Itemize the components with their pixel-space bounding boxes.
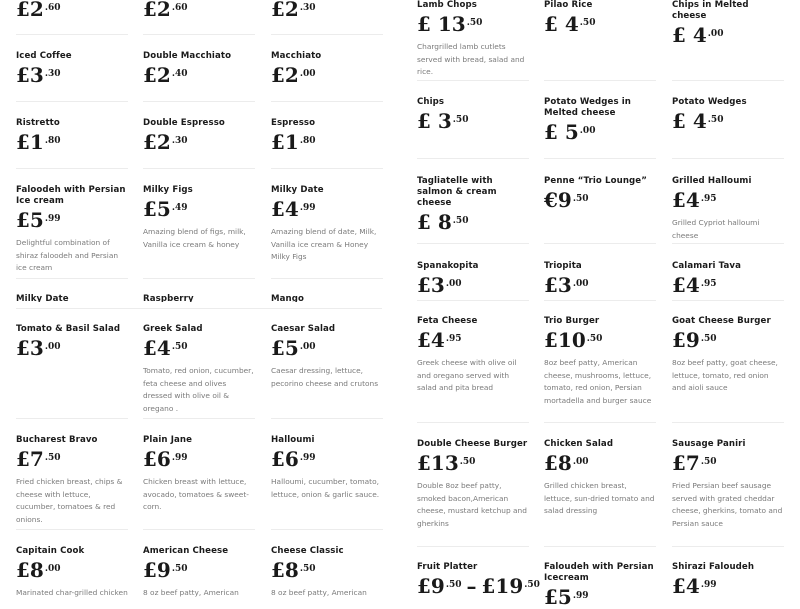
item-price: $£4^{.95}$ xyxy=(672,188,717,212)
item-price: $£4^{.95}$ xyxy=(417,328,462,352)
divider xyxy=(143,34,255,35)
menu-item[interactable] xyxy=(544,261,656,296)
item-price: $£4^{.99}$ xyxy=(271,197,316,221)
item-price: £ $8^{.50}$ xyxy=(417,210,469,234)
menu-item[interactable] xyxy=(143,0,255,20)
menu-item[interactable] xyxy=(544,439,656,518)
divider xyxy=(16,101,128,102)
item-name: Chips in Melted cheese xyxy=(672,0,749,21)
item-description: Halloumi, cucumber, tomato, lettuce, onion & garlic sauce. xyxy=(271,477,380,499)
divider xyxy=(417,243,529,244)
item-name: Milky Date xyxy=(271,185,324,195)
item-price: $£1^{.80}$ xyxy=(271,130,316,154)
item-name: Ristretto xyxy=(16,118,60,128)
item-description: Fried Persian beef sausage served with grated cheddar cheese, gherkins, tomato and Persian sauce xyxy=(672,481,783,528)
item-price: £ $13^{.50}$ xyxy=(417,12,483,36)
item-price: $£5^{.99}$ xyxy=(16,208,61,232)
item-name: Potato Wedges in Melted cheese xyxy=(544,97,632,118)
menu-item[interactable] xyxy=(544,176,656,211)
item-name: Penne “Trio Lounge” xyxy=(544,176,647,186)
item-price: $£5^{.99}$ xyxy=(544,585,589,609)
divider xyxy=(16,418,128,419)
menu-item[interactable] xyxy=(672,176,784,242)
item-name: Faloudeh with Persian Icecream xyxy=(544,562,654,583)
item-price: $£2^{.60}$ xyxy=(143,0,188,21)
divider xyxy=(672,80,784,81)
menu-item[interactable] xyxy=(143,546,255,600)
menu-item[interactable] xyxy=(417,0,529,79)
item-name: Tomato & Basil Salad xyxy=(16,324,121,334)
item-price: $£1^{.80}$ xyxy=(16,130,61,154)
item-price: $£2^{.30}$ xyxy=(143,130,188,154)
divider xyxy=(271,101,383,102)
menu-item[interactable] xyxy=(143,118,255,153)
item-name: Triopita xyxy=(544,261,582,271)
divider xyxy=(544,546,656,547)
item-price: $£5^{.49}$ xyxy=(143,197,188,221)
item-name: Grilled Halloumi xyxy=(672,176,752,186)
item-price: $£6^{.99}$ xyxy=(143,447,188,471)
item-price: $£9^{.50}$ xyxy=(672,328,717,352)
divider xyxy=(143,278,255,279)
item-description: Amazing blend of figs, milk, Vanilla ice cream & honey xyxy=(143,227,246,249)
menu-item[interactable] xyxy=(417,316,529,395)
menu-item[interactable] xyxy=(143,324,255,415)
divider xyxy=(672,422,784,423)
item-price: $£5^{.00}$ xyxy=(271,336,316,360)
menu-item[interactable] xyxy=(544,316,656,407)
divider xyxy=(16,168,128,169)
divider xyxy=(544,158,656,159)
item-name: Double Macchiato xyxy=(143,51,232,61)
divider xyxy=(544,300,656,301)
divider xyxy=(672,243,784,244)
divider xyxy=(672,158,784,159)
item-price: $£9^{.50}$ xyxy=(143,558,188,582)
divider xyxy=(271,529,383,530)
item-price: £ $4^{.50}$ xyxy=(672,109,724,133)
item-name: Spanakopita xyxy=(417,261,479,271)
item-name: Bucharest Bravo xyxy=(16,435,98,445)
menu-item[interactable] xyxy=(544,97,656,143)
item-price: $£3^{.00}$ xyxy=(544,273,589,297)
item-name: Chips xyxy=(417,97,445,107)
menu-item[interactable] xyxy=(271,324,383,390)
divider xyxy=(417,422,529,423)
item-name: Goat Cheese Burger xyxy=(672,316,771,326)
item-name: Espresso xyxy=(271,118,316,128)
menu-item[interactable] xyxy=(143,435,255,514)
divider xyxy=(271,34,383,35)
divider xyxy=(417,546,529,547)
item-price: $£2^{.30}$ xyxy=(271,0,316,21)
item-description: Marinated char-grilled chicken xyxy=(16,588,128,597)
menu-item[interactable] xyxy=(143,51,255,86)
item-name: Capitain Cook xyxy=(16,546,85,556)
menu-item[interactable] xyxy=(16,118,128,153)
divider xyxy=(143,168,255,169)
menu-item[interactable] xyxy=(417,439,529,530)
item-name: Iced Coffee xyxy=(16,51,72,61)
item-price: $£13^{.50}$ xyxy=(417,451,476,475)
menu-item[interactable] xyxy=(16,546,128,600)
item-price: $£8^{.00}$ xyxy=(544,451,589,475)
menu-item[interactable] xyxy=(271,435,383,501)
item-description: Amazing blend of date, Milk, Vanilla ice cream & Honey Milky Figs xyxy=(271,227,377,261)
item-price: $£2^{.00}$ xyxy=(271,63,316,87)
menu-item[interactable] xyxy=(672,97,784,132)
item-price: $£10^{.50}$ xyxy=(544,328,603,352)
item-description: Grilled Cypriot halloumi cheese xyxy=(672,218,760,240)
divider xyxy=(16,278,128,279)
item-description: Fried chicken breast, chips & cheese with lettuce, cucumber, tomatoes & red onions. xyxy=(16,477,123,524)
item-name: Milky Figs xyxy=(143,185,193,195)
item-description: Caesar dressing, lettuce, pecorino cheese and crutons xyxy=(271,366,379,388)
item-name: Caesar Salad xyxy=(271,324,336,334)
menu-item[interactable] xyxy=(271,185,383,264)
menu-item[interactable] xyxy=(672,439,784,530)
menu-item[interactable] xyxy=(672,316,784,395)
item-price: $£3^{.00}$ xyxy=(417,273,462,297)
divider xyxy=(16,529,128,530)
item-name: Cheese Classic xyxy=(271,546,344,556)
item-price: $£2^{.40}$ xyxy=(143,63,188,87)
item-price: $£8^{.50}$ xyxy=(271,558,316,582)
item-name: Shirazi Faloudeh xyxy=(672,562,755,572)
menu-item[interactable] xyxy=(271,546,383,600)
item-description: Greek cheese with olive oil and oregano served with salad and pita bread xyxy=(417,358,517,392)
menu-item[interactable] xyxy=(16,435,128,526)
item-name: Faloodeh with Persian Ice cream xyxy=(16,185,126,206)
item-name: Raspberry xyxy=(143,294,194,302)
item-price: $£2^{.60}$ xyxy=(16,0,61,21)
menu-item[interactable] xyxy=(271,0,383,20)
item-description: Grilled chicken breast, lettuce, sun-dried tomato and salad dressing xyxy=(544,481,655,515)
divider xyxy=(271,278,383,279)
divider xyxy=(672,300,784,301)
item-name: Double Cheese Burger xyxy=(417,439,528,449)
item-price: $£6^{.99}$ xyxy=(271,447,316,471)
divider xyxy=(271,418,383,419)
item-name: Feta Cheese xyxy=(417,316,478,326)
menu-item[interactable] xyxy=(271,51,383,86)
divider xyxy=(143,101,255,102)
menu-item[interactable] xyxy=(417,97,529,132)
item-name: Mango xyxy=(271,294,305,302)
item-price: $£8^{.00}$ xyxy=(16,558,61,582)
divider xyxy=(672,546,784,547)
item-name: Greek Salad xyxy=(143,324,203,334)
menu-item[interactable] xyxy=(16,51,128,86)
divider xyxy=(417,80,529,81)
item-price: £ $4^{.50}$ xyxy=(544,12,596,36)
item-price: £ $5^{.00}$ xyxy=(544,120,596,144)
divider xyxy=(417,158,529,159)
menu-item[interactable] xyxy=(16,0,128,20)
item-price: $£3^{.00}$ xyxy=(16,336,61,360)
item-name: Pilao Rice xyxy=(544,0,593,10)
divider xyxy=(544,243,656,244)
divider xyxy=(143,529,255,530)
divider xyxy=(544,422,656,423)
item-price: $£7^{.50}$ xyxy=(16,447,61,471)
item-description: 8oz beef patty, American cheese, mushrooms, lettuce, tomato, red onion, Persian mortadella and burger sauce xyxy=(544,358,652,405)
divider xyxy=(16,34,128,35)
item-price: $£4^{.99}$ xyxy=(672,574,717,598)
item-price: £ $3^{.50}$ xyxy=(417,109,469,133)
divider xyxy=(16,308,382,309)
menu-item[interactable] xyxy=(417,562,542,597)
menu-item[interactable] xyxy=(417,261,529,296)
item-description: Tomato, red onion, cucumber, feta cheese and olives dressed with olive oil & oregano . xyxy=(143,366,254,413)
item-name: Milky Date xyxy=(16,294,69,302)
item-name: Tagliatelle with salmon & cream cheese xyxy=(417,176,497,208)
item-price: $£3^{.30}$ xyxy=(16,63,61,87)
item-name: Chicken Salad xyxy=(544,439,614,449)
item-description: Chargrilled lamb cutlets served with bread, salad and rice. xyxy=(417,42,525,76)
menu-item[interactable] xyxy=(16,324,128,359)
item-name: Plain Jane xyxy=(143,435,193,445)
clipped-row xyxy=(16,294,382,302)
item-description: Chicken breast with lettuce, avocado, tomatoes & sweet-corn. xyxy=(143,477,249,511)
item-name: Lamb Chops xyxy=(417,0,477,10)
divider xyxy=(271,168,383,169)
item-price: $£9^{.50}$ – $£19^{.50}$ xyxy=(417,574,540,598)
menu-item[interactable] xyxy=(544,0,656,35)
item-name: Macchiato xyxy=(271,51,322,61)
menu-item[interactable] xyxy=(16,185,128,275)
item-description: 8 oz beef patty, American xyxy=(143,588,239,597)
item-description: 8oz beef patty, goat cheese, lettuce, tomato, red onion and aioli sauce xyxy=(672,358,778,392)
item-price: $€9^{.50}$ xyxy=(544,188,589,212)
divider xyxy=(544,80,656,81)
item-description: Double 8oz beef patty, smoked bacon,American cheese, mustard ketchup and gherkins xyxy=(417,481,527,528)
item-name: Double Espresso xyxy=(143,118,225,128)
item-name: Trio Burger xyxy=(544,316,600,326)
item-name: Potato Wedges xyxy=(672,97,747,107)
menu-item[interactable] xyxy=(544,562,656,608)
item-name: American Cheese xyxy=(143,546,229,556)
item-description: Delightful combination of shiraz faloodeh and Persian ice cream xyxy=(16,238,119,272)
item-price: $£7^{.50}$ xyxy=(672,451,717,475)
price-range-separator: – xyxy=(466,574,477,598)
item-name: Calamari Tava xyxy=(672,261,742,271)
item-name: Fruit Platter xyxy=(417,562,478,572)
item-name: Halloumi xyxy=(271,435,315,445)
divider xyxy=(143,418,255,419)
item-description: 8 oz beef patty, American xyxy=(271,588,367,597)
item-price: $£4^{.50}$ xyxy=(143,336,188,360)
menu-item[interactable] xyxy=(672,261,784,296)
menu-item[interactable] xyxy=(672,562,784,597)
menu-item[interactable] xyxy=(143,185,255,251)
divider xyxy=(417,300,529,301)
menu-item[interactable] xyxy=(271,118,383,153)
item-price: $£4^{.95}$ xyxy=(672,273,717,297)
menu-item[interactable] xyxy=(672,0,784,46)
item-price: £ $4^{.00}$ xyxy=(672,23,724,47)
menu-item[interactable] xyxy=(417,176,529,233)
item-name: Sausage Paniri xyxy=(672,439,746,449)
